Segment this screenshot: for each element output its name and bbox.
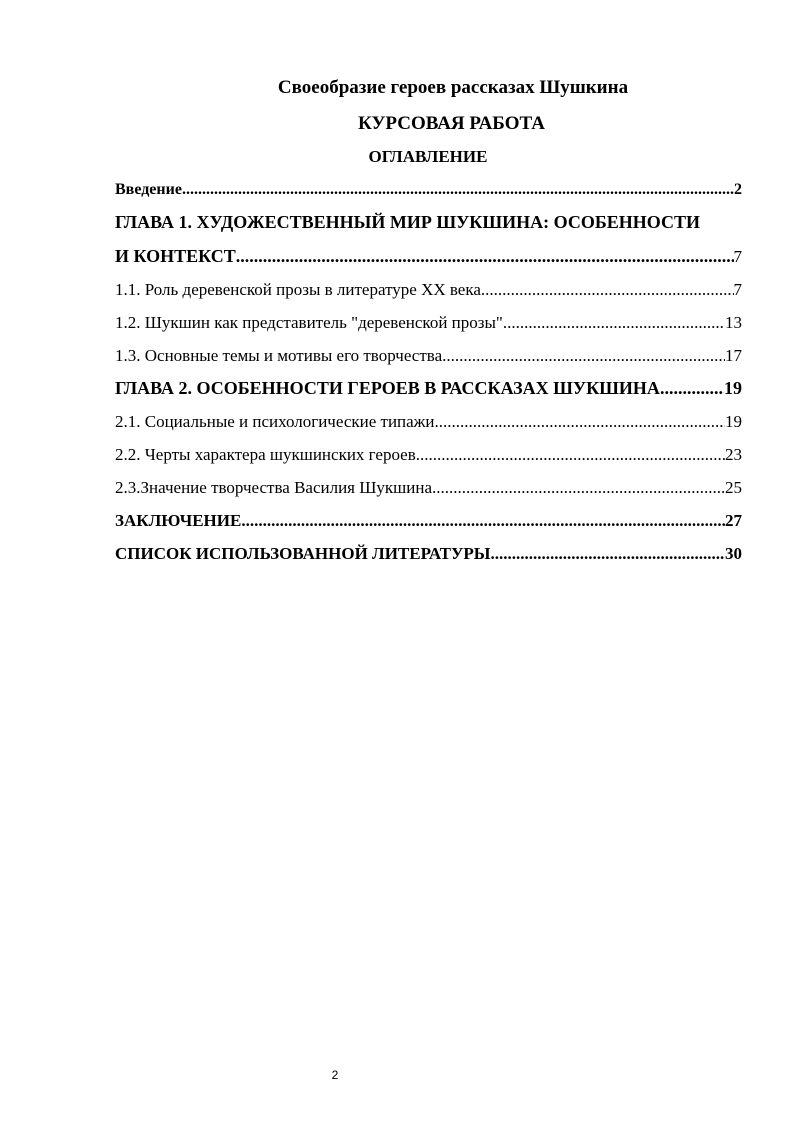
toc-entry-1-2 — [115, 306, 742, 339]
toc-leader — [481, 273, 734, 306]
toc-entry-label: ЗАКЛЮЧЕНИЕ — [115, 511, 242, 530]
toc-entry-label: 1.1. Роль деревенской прозы в литературе XX века — [115, 280, 481, 299]
toc-entry-page: 2 — [734, 181, 742, 198]
toc-leader — [241, 504, 725, 537]
toc-entry-1-3 — [115, 339, 742, 372]
toc-entry-2-2 — [115, 438, 742, 471]
document-title: Своеобразие героев рассказах Шушкина — [277, 77, 629, 98]
toc-entry-references — [115, 537, 742, 570]
document-subtitle: КУРСОВАЯ РАБОТА — [358, 113, 545, 134]
toc-entry-label: 1.3. Основные темы и мотивы его творчества — [115, 346, 443, 365]
toc-entry-page: 7 — [733, 280, 742, 299]
toc-entry-page: 7 — [733, 247, 742, 266]
toc-leader — [491, 537, 726, 570]
toc-entry-label: Введение — [115, 181, 182, 198]
toc-entry-conclusion — [115, 504, 742, 537]
toc-entry-chapter-1 — [115, 239, 742, 273]
toc-entry-label: 2.2. Черты характера шукшинских героев — [115, 445, 416, 464]
toc-entry-1-1 — [115, 273, 742, 306]
toc-entry-chapter-1-line-1: ГЛАВА 1. ХУДОЖЕСТВЕННЫЙ МИР ШУКШИНА: ОСОБЕННОСТИ — [115, 212, 700, 232]
toc-entry-page: 27 — [725, 511, 742, 530]
toc-leader — [416, 438, 725, 471]
toc-leader — [503, 306, 725, 339]
toc-leader — [660, 372, 724, 405]
toc-entry-chapter-2 — [115, 372, 742, 405]
toc-entry-page: 25 — [725, 478, 742, 497]
toc-entry-page: 19 — [724, 378, 742, 398]
toc-entry-2-3 — [115, 471, 742, 504]
toc-entry-page: 30 — [725, 544, 742, 563]
toc-entry-page: 19 — [725, 412, 742, 431]
toc-entry-label: 2.1. Социальные и психологические типажи — [115, 412, 435, 431]
toc-leader — [432, 471, 725, 504]
toc-heading: ОГЛАВЛЕНИЕ — [368, 147, 488, 166]
toc-entry-label: 2.3.Значение творчества Василия Шукшина — [115, 478, 432, 497]
toc-entry-label: ГЛАВА 2. ОСОБЕННОСТИ ГЕРОЕВ В РАССКАЗАХ ШУКШИНА — [115, 378, 660, 398]
toc-entry-label: И КОНТЕКСТ — [115, 246, 236, 266]
toc-entry-page: 17 — [725, 346, 742, 365]
toc-entry-label: СПИСОК ИСПОЛЬЗОВАННОЙ ЛИТЕРАТУРЫ — [115, 544, 491, 563]
toc-entry-page: 23 — [725, 445, 742, 464]
toc-entry-2-1 — [115, 405, 742, 438]
toc-entry-intro — [115, 177, 742, 203]
toc-leader — [435, 405, 725, 438]
toc-leader — [442, 339, 725, 372]
toc-entry-page: 13 — [725, 313, 742, 332]
toc-leader — [236, 239, 734, 273]
table-of-contents — [115, 177, 742, 570]
toc-leader — [182, 177, 734, 203]
toc-entry-label: 1.2. Шукшин как представитель "деревенской прозы" — [115, 313, 503, 332]
page-number: 2 — [331, 1068, 339, 1082]
